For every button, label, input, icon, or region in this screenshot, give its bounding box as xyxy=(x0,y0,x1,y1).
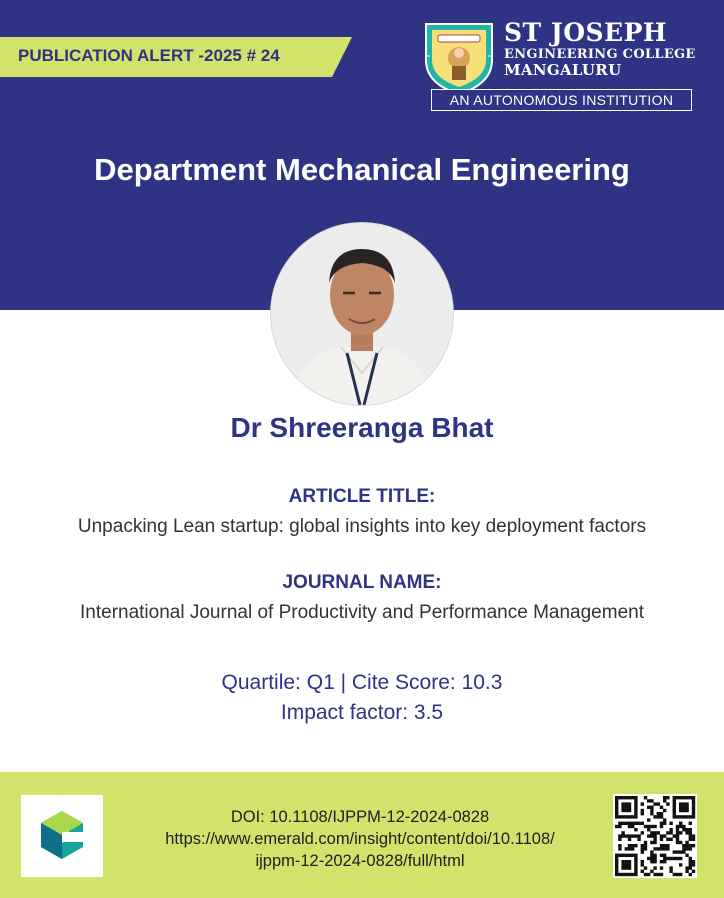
doi-text: DOI: 10.1108/IJPPM-12-2024-0828 xyxy=(230,808,490,826)
autonomous-badge: AN AUTONOMOUS INSTITUTION xyxy=(431,89,692,111)
college-crest-icon xyxy=(422,20,496,96)
article-title: Unpacking Lean startup: global insights into key deployment factors xyxy=(77,516,647,537)
publication-alert-banner xyxy=(0,37,352,77)
publication-alert-text: PUBLICATION ALERT -2025 # 24 xyxy=(18,46,280,65)
quartile-cite-score: Quartile: Q1 | Cite Score: 10.3 xyxy=(221,671,503,694)
article-url-line2[interactable]: ijppm-12-2024-0828/full/html xyxy=(255,852,465,870)
college-name xyxy=(504,20,696,78)
college-name-line1: ST JOSEPH xyxy=(504,18,667,47)
author-name: Dr Shreeranga Bhat xyxy=(230,412,494,443)
journal-name: International Journal of Productivity and Performance Management xyxy=(80,602,644,623)
article-title-label: ARTICLE TITLE: xyxy=(288,486,436,507)
doi-block xyxy=(110,806,610,872)
author-portrait-image xyxy=(271,223,453,405)
college-name-line3: MANGALURU xyxy=(504,61,622,79)
author-photo xyxy=(271,223,453,405)
college-name-line2: ENGINEERING COLLEGE xyxy=(504,47,696,62)
impact-factor: Impact factor: 3.5 xyxy=(280,701,444,724)
journal-name-label: JOURNAL NAME: xyxy=(282,572,442,593)
department-title: Department Mechanical Engineering xyxy=(94,152,630,187)
qr-code-icon xyxy=(613,794,697,878)
article-url-line1[interactable]: https://www.emerald.com/insight/content/doi/10.1108/ xyxy=(165,830,555,848)
emerald-publisher-icon xyxy=(21,795,103,877)
